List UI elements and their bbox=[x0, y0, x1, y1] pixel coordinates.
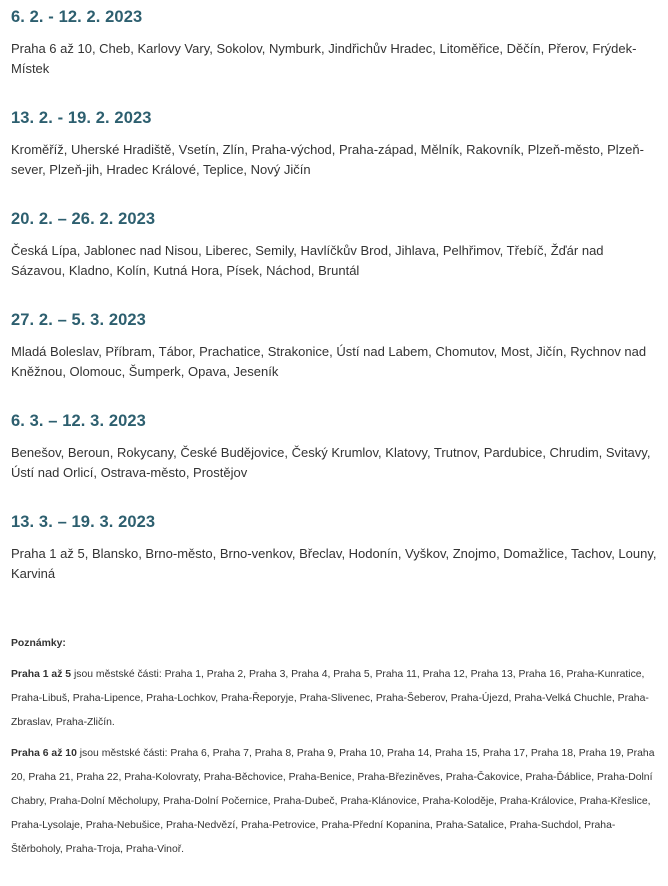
week-section bbox=[11, 310, 659, 382]
week-heading: 6. 3. – 12. 3. 2023 bbox=[11, 412, 146, 430]
week-regions: Praha 6 až 10, Cheb, Karlovy Vary, Sokolov, Nymburk, Jindřichův Hradec, Litoměřice, Děčín, Přerov, Frýdek-Místek bbox=[11, 41, 637, 76]
week-section bbox=[11, 512, 659, 584]
note-text: jsou městské části: Praha 1, Praha 2, Praha 3, Praha 4, Praha 5, Praha 11, Praha 12, Praha 13, Praha 16, Praha-Kunratice, Praha-Libuš, Praha-Lipence, Praha-Lochkov, Praha-Řeporyje, Praha-Slivenec, Praha-Šeberov, Praha-Újezd, Praha-Velká Chuchle, Praha-Zbraslav, Praha-Zličín. bbox=[11, 669, 649, 728]
note-praha-1-5 bbox=[11, 663, 659, 735]
week-section bbox=[11, 108, 659, 180]
week-regions: Mladá Boleslav, Příbram, Tábor, Prachatice, Strakonice, Ústí nad Labem, Chomutov, Most, Jičín, Rychnov nad Kněžnou, Olomouc, Šumperk, Opava, Jeseník bbox=[11, 344, 647, 379]
notes-title: Poznámky: bbox=[11, 638, 66, 649]
note-praha-6-10 bbox=[11, 742, 659, 862]
note-lead: Praha 1 až 5 bbox=[11, 669, 72, 680]
week-regions: Česká Lípa, Jablonec nad Nisou, Liberec, Semily, Havlíčkův Brod, Jihlava, Pelhřimov, Třebíč, Žďár nad Sázavou, Kladno, Kolín, Kutná Hora, Písek, Náchod, Bruntál bbox=[11, 243, 604, 278]
week-section bbox=[11, 7, 659, 79]
week-section bbox=[11, 209, 659, 281]
week-heading: 6. 2. - 12. 2. 2023 bbox=[11, 8, 143, 26]
week-section bbox=[11, 411, 659, 483]
week-heading: 20. 2. – 26. 2. 2023 bbox=[11, 210, 156, 228]
week-regions: Kroměříž, Uherské Hradiště, Vsetín, Zlín, Praha-východ, Praha-západ, Mělník, Rakovník, Plzeň-město, Plzeň-sever, Plzeň-jih, Hradec Králové, Teplice, Nový Jičín bbox=[11, 142, 644, 177]
week-heading: 13. 2. - 19. 2. 2023 bbox=[11, 109, 152, 127]
note-lead: Praha 6 až 10 bbox=[11, 748, 77, 759]
week-heading: 13. 3. – 19. 3. 2023 bbox=[11, 513, 156, 531]
week-heading: 27. 2. – 5. 3. 2023 bbox=[11, 311, 146, 329]
week-regions: Praha 1 až 5, Blansko, Brno-město, Brno-venkov, Břeclav, Hodonín, Vyškov, Znojmo, Domažlice, Tachov, Louny, Karviná bbox=[11, 546, 657, 581]
week-regions: Benešov, Beroun, Rokycany, České Budějovice, Český Krumlov, Klatovy, Trutnov, Pardubice, Chrudim, Svitavy, Ústí nad Orlicí, Ostrava-město, Prostějov bbox=[11, 445, 651, 480]
notes-section bbox=[11, 632, 659, 869]
note-text: jsou městské části: Praha 6, Praha 7, Praha 8, Praha 9, Praha 10, Praha 14, Praha 15, Praha 17, Praha 18, Praha 19, Praha 20, Praha 21, Praha 22, Praha-Kolovraty, Praha-Běchovice, Praha-Benice, Praha-Březiněves, Praha-Čakovice, Praha-Ďáblice, Praha-Dolní Chabry, Praha-Dolní Měcholupy, Praha-Dolní Počernice, Praha-Dubeč, Praha-Klánovice, Praha-Koloděje, Praha-Královice, Praha-Křeslice, Praha-Lysolaje, Praha-Nebušice, Praha-Nedvězí, Praha-Petrovice, Praha-Přední Kopanina, Praha-Satalice, Praha-Suchdol, Praha-Štěrboholy, Praha-Troja, Praha-Vinoř. bbox=[11, 748, 655, 855]
